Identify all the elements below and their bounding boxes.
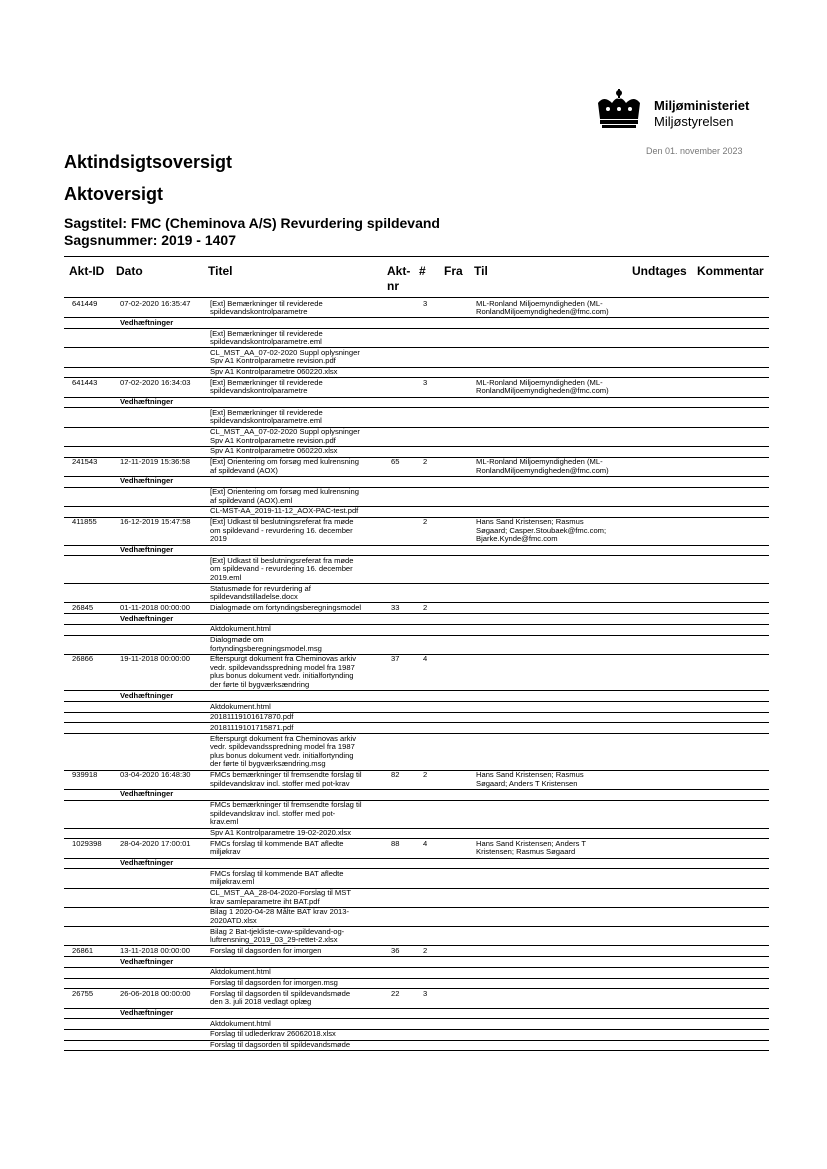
attachment-title: FMCs bemærkninger til fremsendte forslag til spildevandskrav incl. stoffer med pot- krav.eml xyxy=(210,800,362,827)
attachments-label: Vedhæftninger xyxy=(120,613,174,623)
attachments-label: Vedhæftninger xyxy=(120,545,174,554)
row-divider xyxy=(64,978,769,979)
attachments-label: Vedhæftninger xyxy=(120,397,174,407)
attachment-title: [Ext] Bemærkninger til reviderede spildevandskontrolparametre.eml xyxy=(210,328,323,347)
row-akt-id: 641443 xyxy=(72,377,98,387)
row-to: ML-Ronland Miljoemyndigheden (ML- RonlandMiljoemyndigheden@fmc.com) xyxy=(476,377,609,396)
row-akt-id: 241543 xyxy=(72,457,98,467)
row-divider xyxy=(64,555,769,556)
row-date: 19-11-2018 00:00:00 xyxy=(120,654,190,664)
row-num: 2 xyxy=(423,517,428,527)
attachment-title: 20181119101715871.pdf xyxy=(210,722,294,732)
row-divider xyxy=(64,328,769,329)
page-subtitle: Aktoversigt xyxy=(64,184,164,204)
row-to: Hans Sand Kristensen; Rasmus Søgaard; Anders T Kristensen xyxy=(476,770,584,788)
row-num: 2 xyxy=(423,945,428,955)
row-divider xyxy=(64,624,769,625)
col-header-akt-nr: Akt- nr xyxy=(387,264,411,293)
row-divider xyxy=(64,868,769,869)
attachment-title: Forslag til dagsorden til spildevandsmøde xyxy=(210,1040,351,1050)
row-divider xyxy=(64,926,769,927)
attachments-label: Vedhæftninger xyxy=(120,690,174,700)
row-date: 01-11-2018 00:00:00 xyxy=(120,602,190,612)
row-num: 4 xyxy=(423,838,428,848)
row-num: 3 xyxy=(423,298,428,308)
col-header-comment: Kommentar xyxy=(697,264,764,278)
row-divider xyxy=(64,1040,769,1041)
row-to: ML-Ronland Miljoemyndigheden (ML- RonlandMiljoemyndigheden@fmc.com) xyxy=(476,457,609,475)
row-num: 2 xyxy=(423,602,428,612)
col-header-num: # xyxy=(419,264,426,278)
row-akt-id: 641449 xyxy=(72,298,98,308)
col-header-title: Titel xyxy=(208,264,233,278)
row-title: [Ext] Udkast til beslutningsreferat fra møde om spildevand - revurdering 16. december 2019 xyxy=(210,517,354,544)
attachment-title: Aktdokument.html xyxy=(210,624,271,634)
row-to: Hans Sand Kristensen; Rasmus Søgaard; Casper.Stoubaek@fmc.com; Bjarke.Kynde@fmc.com xyxy=(476,517,607,544)
col-header-to: Til xyxy=(474,264,488,278)
ministry-name: Miljøministeriet xyxy=(654,98,750,113)
attachment-title: Aktdokument.html xyxy=(210,967,271,977)
row-divider xyxy=(64,506,769,507)
attachment-title: [Ext] Orientering om forsøg med kulrensning af spildevand (AOX).eml xyxy=(210,487,359,505)
row-akt-nr: 82 xyxy=(391,770,400,780)
attachment-title: Statusmøde for revurdering af spildevandstilladelse.docx xyxy=(210,583,311,602)
attachment-title: FMCs forslag til kommende BAT afledte miljøkrav.eml xyxy=(210,868,344,887)
row-date: 16-12-2019 15:47:58 xyxy=(120,517,191,527)
attachments-label: Vedhæftninger xyxy=(120,956,174,966)
crown-logo-icon xyxy=(594,89,644,131)
row-divider xyxy=(64,427,769,428)
row-divider xyxy=(64,407,769,408)
case-title: Sagstitel: FMC (Cheminova A/S) Revurdering spildevand xyxy=(64,215,440,231)
attachment-title: [Ext] Bemærkninger til reviderede spildevandskontrolparametre.eml xyxy=(210,407,323,426)
row-divider xyxy=(64,888,769,889)
row-num: 3 xyxy=(423,377,428,387)
row-divider xyxy=(64,446,769,447)
row-divider xyxy=(64,367,769,368)
row-num: 4 xyxy=(423,654,428,664)
row-divider xyxy=(64,701,769,702)
row-date: 28-04-2020 17:00:01 xyxy=(120,838,191,848)
row-date: 26-06-2018 00:00:00 xyxy=(120,988,191,998)
attachment-title: Efterspurgt dokument fra Cheminovas arkiv vedr. spildevandsspredning model fra 1987 plus bonus dokument vedr. initialfortynding der førte til bygværksændring.msg xyxy=(210,733,357,769)
row-divider xyxy=(64,967,769,968)
attachment-title: Bilag 1 2020-04-28 Målte BAT krav 2013- 2020ATD.xlsx xyxy=(210,907,350,925)
attachment-title: Dialogmøde om fortyndingsberegningsmodel.msg xyxy=(210,635,322,653)
row-title: FMCs bemærkninger til fremsendte forslag til spildevandskrav incl. stoffer med pot-krav xyxy=(210,770,362,788)
attachment-title: CL_MST_AA_07-02-2020 Suppl oplysninger Spv A1 Kontrolparametre revision.pdf xyxy=(210,347,360,366)
row-akt-id: 26866 xyxy=(72,654,94,664)
table-header-border xyxy=(64,297,769,298)
row-date: 07-02-2020 16:34:03 xyxy=(120,377,191,387)
attachment-title: CL-MST-AA_2019-11-12_AOX-PAC-test.pdf xyxy=(210,506,359,516)
row-date: 12-11-2019 15:36:58 xyxy=(120,457,190,467)
attachment-title: Forslag til udlederkrav 26062018.xlsx xyxy=(210,1029,336,1039)
row-date: 03-04-2020 16:48:30 xyxy=(120,770,191,780)
col-header-id: Akt-ID xyxy=(69,264,105,278)
attachments-label: Vedhæftninger xyxy=(120,858,174,867)
page-title: Aktindsigtsoversigt xyxy=(64,152,233,172)
row-divider xyxy=(64,907,769,908)
attachment-title: Bilag 2 Bat-tjekliste-cww-spildevand-og- luftrensning_2019_03_29-rettet-2.xlsx xyxy=(210,926,345,945)
row-divider xyxy=(64,800,769,801)
row-title: Forslag til dagsorden til spildevandsmøde den 3. juli 2018 vedlagt oplæg xyxy=(210,988,351,1007)
document-date: Den 01. november 2023 xyxy=(646,146,743,156)
col-header-exempt: Undtages xyxy=(632,264,687,278)
row-akt-nr: 22 xyxy=(391,988,400,998)
row-akt-id: 1029398 xyxy=(72,838,102,848)
row-to: ML-Ronland Miljoemyndigheden (ML- RonlandMiljoemyndigheden@fmc.com) xyxy=(476,298,609,317)
row-akt-id: 939918 xyxy=(72,770,98,780)
row-divider xyxy=(64,635,769,636)
row-divider xyxy=(64,722,769,723)
row-title: Dialogmøde om fortyndingsberegningsmodel xyxy=(210,602,362,612)
row-title: FMCs forslag til kommende BAT afledte miljøkrav xyxy=(210,838,344,857)
row-divider xyxy=(64,828,769,829)
row-title: [Ext] Orientering om forsøg med kulrensning af spildevand (AOX) xyxy=(210,457,359,475)
attachment-title: Spv A1 Kontrolparametre 19-02-2020.xlsx xyxy=(210,828,351,837)
col-header-from: Fra xyxy=(444,264,463,278)
row-num: 3 xyxy=(423,988,428,998)
attachments-label: Vedhæftninger xyxy=(120,1008,174,1017)
row-akt-id: 26861 xyxy=(72,945,94,955)
attachment-title: Aktdokument.html xyxy=(210,701,271,711)
row-title: Efterspurgt dokument fra Cheminovas arkiv vedr. spildevandsspredning model fra 1987 plus bonus dokument vedr. initialfortynding der førte til bygværksændring xyxy=(210,654,357,690)
row-title: Forslag til dagsorden for imorgen xyxy=(210,945,322,955)
col-header-date: Dato xyxy=(116,264,143,278)
row-akt-id: 26845 xyxy=(72,602,94,612)
row-num: 2 xyxy=(423,770,428,780)
table-top-border xyxy=(64,256,769,257)
row-num: 2 xyxy=(423,457,428,467)
row-akt-nr: 37 xyxy=(391,654,400,664)
row-akt-nr: 88 xyxy=(391,838,400,848)
row-divider xyxy=(64,1029,769,1030)
attachment-title: CL_MST_AA_07-02-2020 Suppl oplysninger Spv A1 Kontrolparametre revision.pdf xyxy=(210,427,360,445)
row-divider xyxy=(64,583,769,584)
row-title: [Ext] Bemærkninger til reviderede spildevandskontrolparametre xyxy=(210,377,323,396)
row-divider xyxy=(64,1050,769,1051)
row-akt-id: 411855 xyxy=(72,517,97,527)
attachment-title: [Ext] Udkast til beslutningsreferat fra møde om spildevand - revurdering 16. december 2019.eml xyxy=(210,555,354,582)
row-akt-nr: 65 xyxy=(391,457,400,467)
agency-name: Miljøstyrelsen xyxy=(654,114,734,129)
attachment-title: Spv A1 Kontrolparametre 060220.xlsx xyxy=(210,367,338,377)
attachment-title: 20181119101617870.pdf xyxy=(210,712,294,722)
attachment-title: Aktdokument.html xyxy=(210,1018,271,1028)
row-to: Hans Sand Kristensen; Anders T Kristensen; Rasmus Søgaard xyxy=(476,838,587,857)
row-divider xyxy=(64,487,769,488)
row-date: 13-11-2018 00:00:00 xyxy=(120,945,190,955)
row-akt-id: 26755 xyxy=(72,988,94,998)
row-divider xyxy=(64,733,769,734)
case-number: Sagsnummer: 2019 - 1407 xyxy=(64,232,236,248)
row-akt-nr: 33 xyxy=(391,602,400,612)
row-akt-nr: 36 xyxy=(391,945,400,955)
row-divider xyxy=(64,712,769,713)
attachments-label: Vedhæftninger xyxy=(120,476,174,486)
attachment-title: Spv A1 Kontrolparametre 060220.xlsx xyxy=(210,446,338,456)
row-date: 07-02-2020 16:35:47 xyxy=(120,298,191,308)
row-title: [Ext] Bemærkninger til reviderede spildevandskontrolparametre xyxy=(210,298,323,317)
attachment-title: CL_MST_AA_28-04-2020-Forslag til MST krav samleparametre iht BAT.pdf xyxy=(210,888,351,906)
attachment-title: Forslag til dagsorden for imorgen.msg xyxy=(210,978,338,987)
row-divider xyxy=(64,347,769,348)
attachments-label: Vedhæftninger xyxy=(120,789,174,799)
row-divider xyxy=(64,1018,769,1019)
attachments-label: Vedhæftninger xyxy=(120,317,174,327)
